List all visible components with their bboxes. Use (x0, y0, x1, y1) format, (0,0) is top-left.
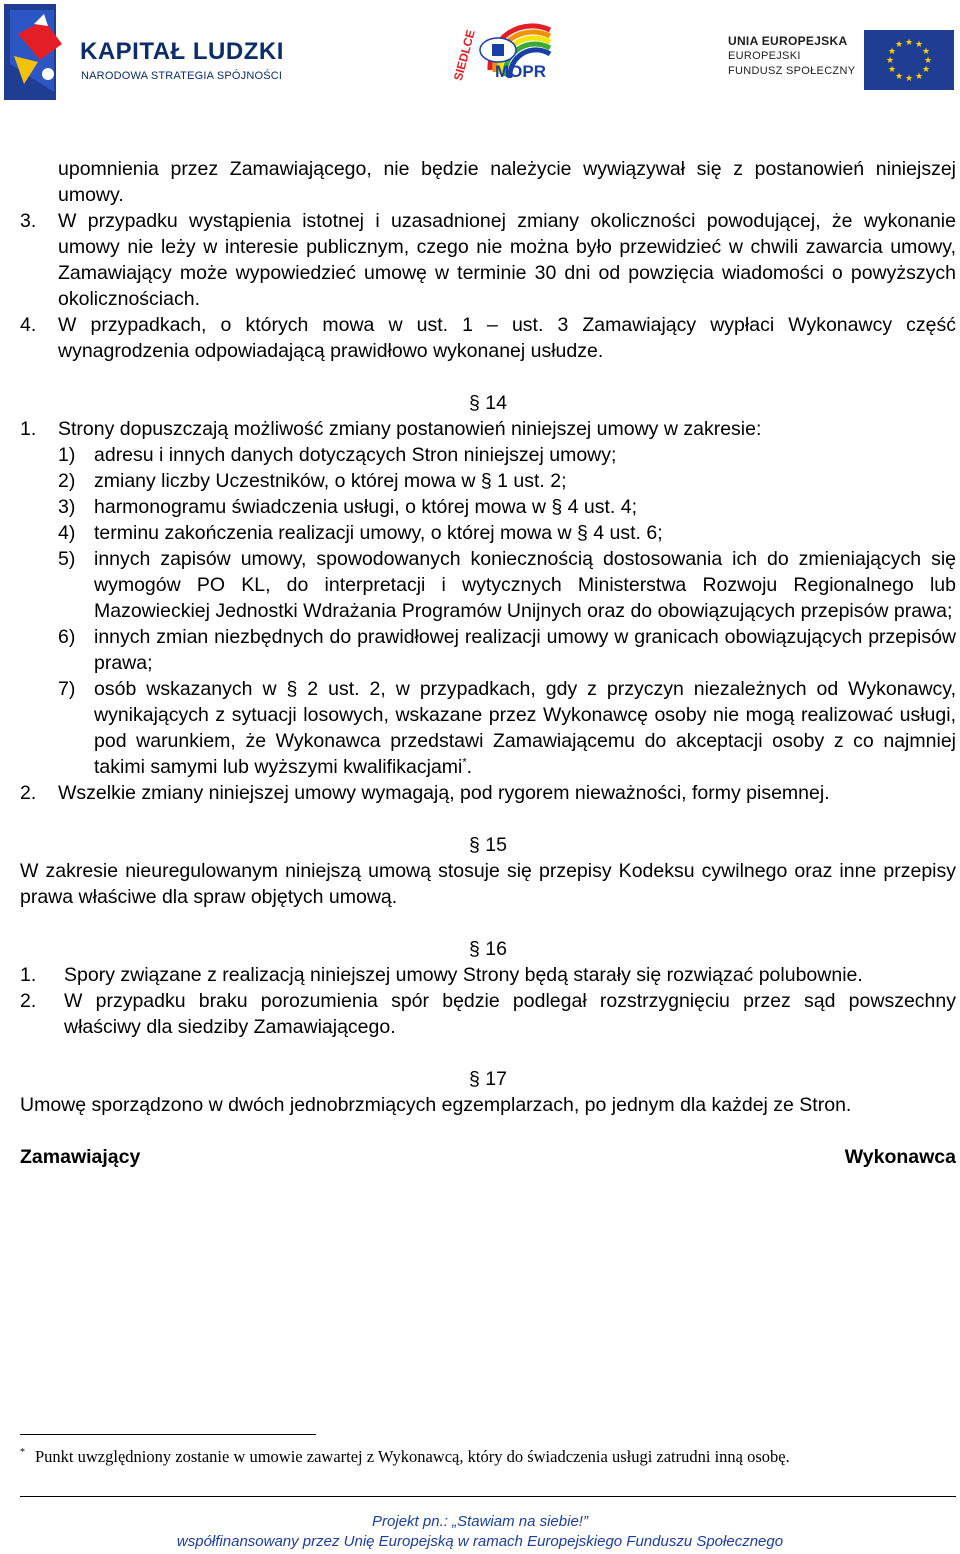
svg-text:★: ★ (885, 56, 895, 66)
sub-number: 1) (58, 444, 76, 466)
svg-text:★: ★ (914, 40, 924, 50)
kapital-ludzki-title: KAPITAŁ LUDZKI (80, 38, 284, 65)
section-16-heading: § 16 (469, 938, 507, 960)
signature-contractor: Wykonawca (844, 1146, 956, 1168)
kapital-ludzki-emblem-icon (4, 4, 76, 100)
sub-number: 2) (58, 470, 76, 492)
list-number: 3. (20, 210, 37, 232)
rainbow-dove-icon (440, 10, 560, 95)
footnote-text: Punkt uwzględniony zostanie w umowie zawartej z Wykonawcą, który do świadczenia usługi zatrudni inną osobę. (35, 1447, 790, 1466)
s14-sub-3 (20, 494, 956, 520)
footer-cofinancing: współfinansowany przez Unię Europejską w ramach Europejskiego Funduszu Społecznego (176, 1533, 784, 1550)
svg-text:★: ★ (923, 56, 933, 66)
list-number: 4. (20, 314, 37, 336)
sub-text: terminu zakończenia realizacji umowy, o której mowa w § 4 ust. 6; (94, 522, 663, 544)
list-item-4 (20, 312, 956, 364)
sub-number: 3) (58, 496, 76, 518)
footer-project-name: Projekt pn.: „Stawiam na siebie!” (372, 1513, 588, 1530)
list-item-3 (20, 208, 956, 312)
svg-text:★: ★ (914, 72, 924, 82)
svg-text:★: ★ (904, 74, 914, 84)
eu-flag-icon (864, 30, 954, 90)
list-text: Wszelkie zmiany niniejszej umowy wymagają, pod rygorem nieważności, formy pisemnej. (58, 782, 830, 804)
sub-text-end: . (466, 756, 473, 778)
svg-text:★: ★ (887, 47, 897, 57)
mopr-siedlce-logo (440, 10, 560, 95)
list-number: 1. (20, 418, 37, 440)
eu-efs-logo (728, 30, 956, 90)
s14-sub-4 (20, 520, 956, 546)
section-15-heading: § 15 (469, 834, 507, 856)
svg-text:★: ★ (894, 40, 904, 50)
eu-title: UNIA EUROPEJSKA (728, 34, 848, 48)
s14-sub-2 (20, 468, 956, 494)
s16-item-2 (20, 988, 956, 1040)
siedlce-arc-label: SIEDLCE (450, 28, 478, 83)
mopr-label: MOPR (495, 62, 546, 81)
footnote-separator (20, 1434, 316, 1435)
list-text: W przypadku wystąpienia istotnej i uzasadnionej zmiany okoliczności powodującej, że wykonanie umowy nie leży w interesie publicznym, czego nie można było przewidzieć w chwili zawarcia umowy, Zamawiający może wypowiedzieć umowę w terminie 30 dni od powzięcia wiadomości o powyższych okolicznościach. (58, 210, 956, 310)
footnote-reference: * (462, 756, 467, 769)
s14-sub-7 (20, 676, 956, 780)
list-number: 1. (20, 964, 37, 986)
sub-text: adresu i innych danych dotyczących Stron niniejszej umowy; (94, 444, 617, 466)
eu-subtitle-2: FUNDUSZ SPOŁECZNY (728, 65, 856, 77)
sub-text: innych zmian niezbędnych do prawidłowej realizacji umowy w granicach obowiązujących przepisów prawa; (94, 626, 956, 674)
s14-sub-1 (20, 442, 956, 468)
s14-item-2 (20, 780, 956, 806)
section-17-heading: § 17 (469, 1068, 507, 1090)
eu-subtitle-1: EUROPEJSKI (728, 50, 801, 62)
page-footer (0, 1512, 960, 1552)
list-number: 2. (20, 990, 37, 1012)
s14-sub-6 (20, 624, 956, 676)
sub-text: osób wskazanych w § 2 ust. 2, w przypadkach, gdy z przyczyn niezależnych od Wykonawcy, wynikających z sytuacji losowych, wskazane przez Wykonawcę osoby nie mogą realizować usługi, pod warunkiem, że Wykonawca przedstawi Zamawiającemu do akceptacji osoby z co najmniej takimi samymi lub wyższymi kwalifikacjami (94, 678, 956, 778)
s14-sub-5 (20, 546, 956, 624)
list-text: Strony dopuszczają możliwość zmiany postanowień niniejszej umowy w zakresie: (58, 418, 762, 440)
svg-text:★: ★ (921, 47, 931, 57)
svg-text:★: ★ (921, 65, 931, 75)
svg-text:★: ★ (887, 65, 897, 75)
kapital-ludzki-subtitle: NARODOWA STRATEGIA SPÓJNOŚCI (81, 70, 283, 82)
kapital-ludzki-logo (4, 4, 294, 100)
footer-rule (20, 1496, 956, 1497)
sub-number: 6) (58, 626, 76, 648)
list-text: W przypadkach, o których mowa w ust. 1 – ust. 3 Zamawiający wypłaci Wykonawcy część wynagrodzenia odpowiadającą prawidłowo wykonanej usłudze. (58, 314, 956, 362)
contract-body (20, 156, 956, 1170)
footnote (20, 1444, 956, 1469)
header-logos (0, 0, 960, 110)
paragraph-continuation: upomnienia przez Zamawiającego, nie będzie należycie wywiązywał się z postanowień niniejszej umowy. (58, 158, 956, 206)
list-text: W przypadku braku porozumienia spór będzie podlegał rozstrzygnięciu przez sąd powszechny właściwy dla siedziby Zamawiającego. (64, 990, 956, 1038)
sub-number: 5) (58, 548, 76, 570)
svg-text:★: ★ (894, 72, 904, 82)
signatures (20, 1144, 956, 1170)
signature-client: Zamawiający (20, 1146, 141, 1168)
sub-text: innych zapisów umowy, spowodowanych koniecznością dostosowania ich do zmieniających się wymogów PO KL, do interpretacji i wytycznych Ministerstwa Rozwoju Regionalnego lub Mazowieckiej Jednostki Wdrażania Programów Unijnych oraz do obowiązujących przepisów prawa; (94, 548, 956, 622)
footnote-mark: * (20, 1447, 25, 1458)
list-number: 2. (20, 782, 37, 804)
sub-number: 4) (58, 522, 76, 544)
s16-item-1 (20, 962, 956, 988)
section-15-text: W zakresie nieuregulowanym niniejszą umową stosuje się przepisy Kodeksu cywilnego oraz inne przepisy prawa właściwe dla spraw objętych umową. (20, 860, 956, 908)
section-17-text: Umowę sporządzono w dwóch jednobrzmiących egzemplarzach, po jednym dla każdej ze Stron. (20, 1094, 852, 1116)
list-text: Spory związane z realizacją niniejszej umowy Strony będą starały się rozwiązać polubownie. (64, 964, 863, 986)
s14-item-1 (20, 416, 956, 442)
svg-text:★: ★ (904, 38, 914, 48)
sub-text: harmonogramu świadczenia usługi, o której mowa w § 4 ust. 4; (94, 496, 638, 518)
sub-number: 7) (58, 678, 76, 700)
section-14-heading: § 14 (469, 392, 507, 414)
sub-text: zmiany liczby Uczestników, o której mowa w § 1 ust. 2; (94, 470, 567, 492)
